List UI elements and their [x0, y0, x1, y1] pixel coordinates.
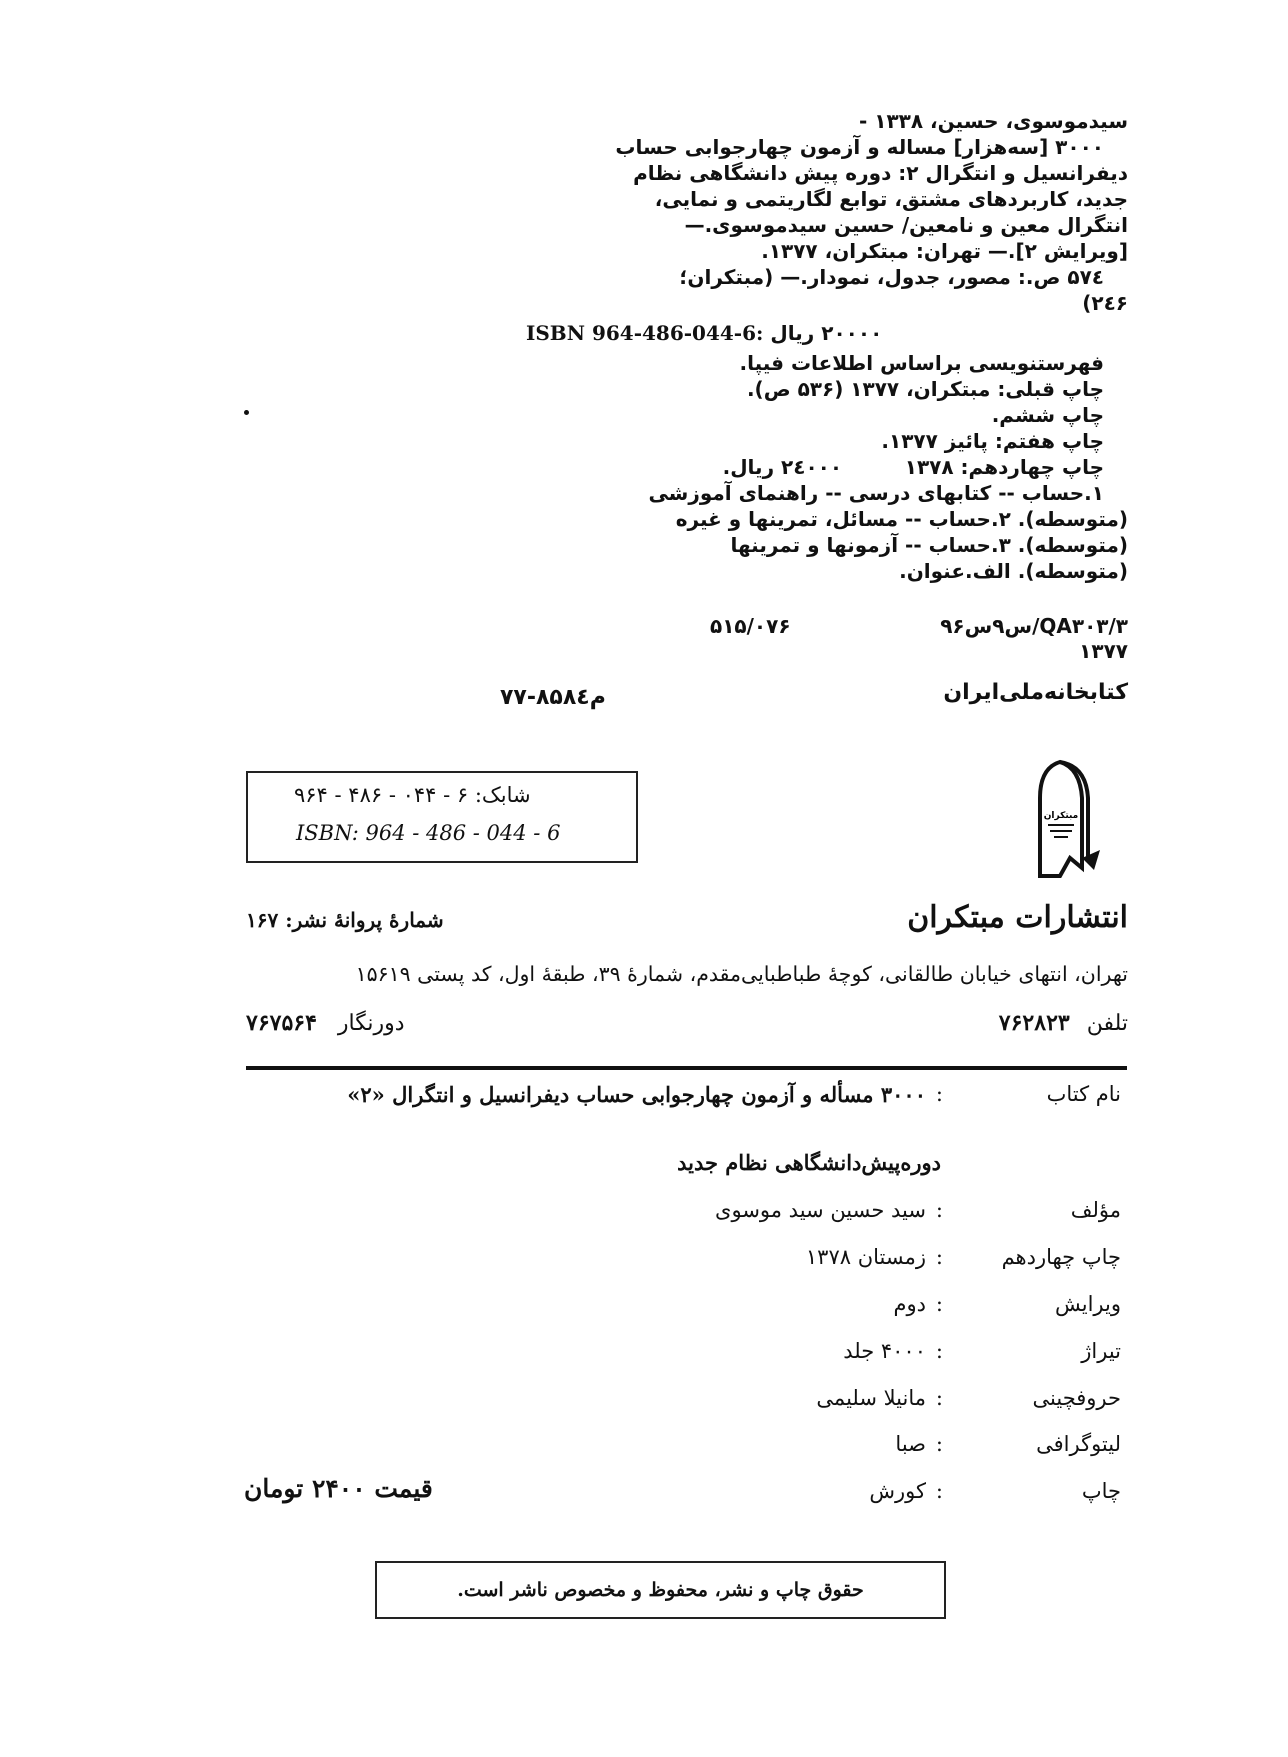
publisher-name: انتشارات مبتکران — [907, 900, 1128, 935]
note-line: (متوسطه). الف.عنوان. — [899, 559, 1128, 583]
detail-row-printing — [521, 1479, 1121, 1519]
colon: : — [935, 1339, 943, 1363]
colon: : — [935, 1245, 943, 1269]
catalog-notes — [488, 350, 1128, 584]
note-line: (متوسطه). ۳.حساب -- آزمونها و تمرینها — [730, 533, 1128, 557]
colon: : — [935, 1198, 943, 1222]
lc-year: ۱۳۷۷ — [1079, 639, 1128, 663]
price-rial: ۲۰۰۰۰ ریال — [770, 321, 883, 345]
detail-label: چاپ چهاردهم — [1001, 1245, 1121, 1269]
catalog-line: [ویرایش ۲].— تهران: مبتکران، ۱۳۷۷. — [761, 239, 1128, 263]
colon: : — [935, 1292, 943, 1316]
colon: : — [935, 1432, 943, 1456]
catalog-line: ۵۷٤ ص.: مصور، جدول، نمودار.— (مبتکران؛ — [679, 265, 1104, 289]
catalog-line: ۳۰۰۰ [سه‌هزار] مساله و آزمون چهارجوابی حساب — [615, 135, 1104, 159]
detail-row-revision — [521, 1292, 1121, 1332]
detail-row-typesetting — [521, 1386, 1121, 1426]
national-library: کتابخانه‌ملی‌ایران — [943, 680, 1128, 705]
detail-label: حروفچینی — [1032, 1386, 1121, 1410]
publishing-license: شمارهٔ پروانهٔ نشر: ۱۶۷ — [246, 908, 444, 932]
publisher-address: تهران، انتهای خیابان طالقانی، کوچهٔ طباطبایی‌مقدم، شمارهٔ ۳۹، طبقهٔ اول، کد پستی ۱۵۶۱۹ — [355, 962, 1128, 986]
stray-dot — [244, 410, 249, 415]
detail-value: ۴۰۰۰ جلد — [843, 1339, 926, 1363]
note-line: چاپ چهاردهم: ۱۳۷۸ ۲٤۰۰۰ ریال. — [722, 455, 1104, 479]
catalog-line: سیدموسوی، حسین، ۱۳۳۸ - — [859, 109, 1128, 133]
detail-row-lithography — [521, 1432, 1121, 1472]
library-number: م۸۵۸٤-۷۷ — [500, 685, 606, 710]
note-line: فهرستنویسی براساس اطلاعات فیپا. — [739, 351, 1104, 375]
fax-number: ۷۶۷۵۶۴ — [246, 1010, 317, 1036]
dewey-number: ۵۱۵/۰۷۶ — [710, 614, 791, 638]
catalog-line: ۲٤۶) — [1082, 291, 1128, 315]
detail-label: مؤلف — [1070, 1198, 1121, 1222]
isbn-price-line — [526, 320, 882, 346]
detail-value: زمستان ۱۳۷۸ — [805, 1245, 926, 1269]
note-line: (متوسطه). ۲.حساب -- مسائل، تمرینها و غیره — [675, 507, 1128, 531]
phone-line — [999, 1010, 1128, 1036]
detail-value: صبا — [895, 1432, 926, 1456]
book-title-label: نام کتاب — [1046, 1082, 1121, 1106]
shabak: شابک: ۶ - ۰۴۴ - ۴۸۶ - ۹۶۴ — [294, 783, 531, 807]
detail-value: کورش — [869, 1479, 926, 1503]
lc-call-number: QA۳۰۳/۳/س۹س۹۶ — [940, 614, 1128, 638]
detail-row-author — [521, 1198, 1121, 1238]
fax-line — [246, 1010, 405, 1036]
cataloging-record — [568, 108, 1128, 316]
note-line: چاپ قبلی: مبتکران، ۱۳۷۷ (۵۳۶ ص). — [746, 377, 1104, 401]
catalog-line: انتگرال معین و نامعین/ حسین سیدموسوی.— — [684, 213, 1128, 237]
note-line: ۱.حساب -- کتابهای درسی -- راهنمای آموزشی — [648, 481, 1104, 505]
isbn: ISBN: 964 - 486 - 044 - 6 — [296, 821, 561, 845]
catalog-line: جدید، کاربردهای مشتق، توابع لگاریتمی و نمایی، — [654, 187, 1128, 211]
publisher-logo — [1030, 758, 1102, 880]
detail-label: چاپ — [1081, 1479, 1121, 1503]
copyright-notice: حقوق چاپ و نشر، محفوظ و مخصوص ناشر است. — [457, 1579, 864, 1601]
detail-row-edition — [521, 1245, 1121, 1285]
colon: : — [935, 1386, 943, 1410]
detail-value: مانیلا سلیمی — [816, 1386, 926, 1410]
colon: : — [935, 1479, 943, 1503]
catalog-line: دیفرانسیل و انتگرال ۲: دوره پیش دانشگاهی نظام — [633, 161, 1128, 185]
logo-text: مبتکران — [1043, 811, 1079, 821]
book-title: ۳۰۰۰ مسأله و آزمون چهارجوابی حساب دیفرانسیل و انتگرال «۲» — [347, 1082, 926, 1107]
book-title-row — [231, 1082, 1121, 1122]
book-subtitle: دوره‌پیش‌دانشگاهی نظام جدید — [677, 1150, 941, 1175]
isbn-code: ISBN 964-486-044-6: — [526, 321, 764, 345]
note-line: چاپ هفتم: پائیز ۱۳۷۷. — [881, 429, 1104, 453]
detail-label: لیتوگرافی — [1036, 1432, 1121, 1456]
phone-label: تلفن — [1086, 1011, 1128, 1036]
detail-value: سید حسین سید موسوی — [715, 1198, 926, 1222]
fax-label: دورنگار — [337, 1011, 405, 1036]
colon: : — [935, 1082, 943, 1106]
phone-number: ۷۶۲۸۲۳ — [998, 1010, 1070, 1036]
detail-row-print-run — [521, 1339, 1121, 1379]
book-price: قیمت ۲۴۰۰ تومان — [244, 1474, 433, 1503]
detail-value: دوم — [893, 1292, 926, 1316]
detail-label: تیراژ — [1081, 1339, 1121, 1363]
logo-arch-icon — [1030, 758, 1102, 880]
detail-label: ویرایش — [1054, 1292, 1121, 1316]
isbn-box — [246, 771, 638, 863]
note-line: چاپ ششم. — [991, 403, 1104, 427]
copyright-box — [375, 1561, 946, 1619]
divider-rule — [246, 1066, 1127, 1070]
